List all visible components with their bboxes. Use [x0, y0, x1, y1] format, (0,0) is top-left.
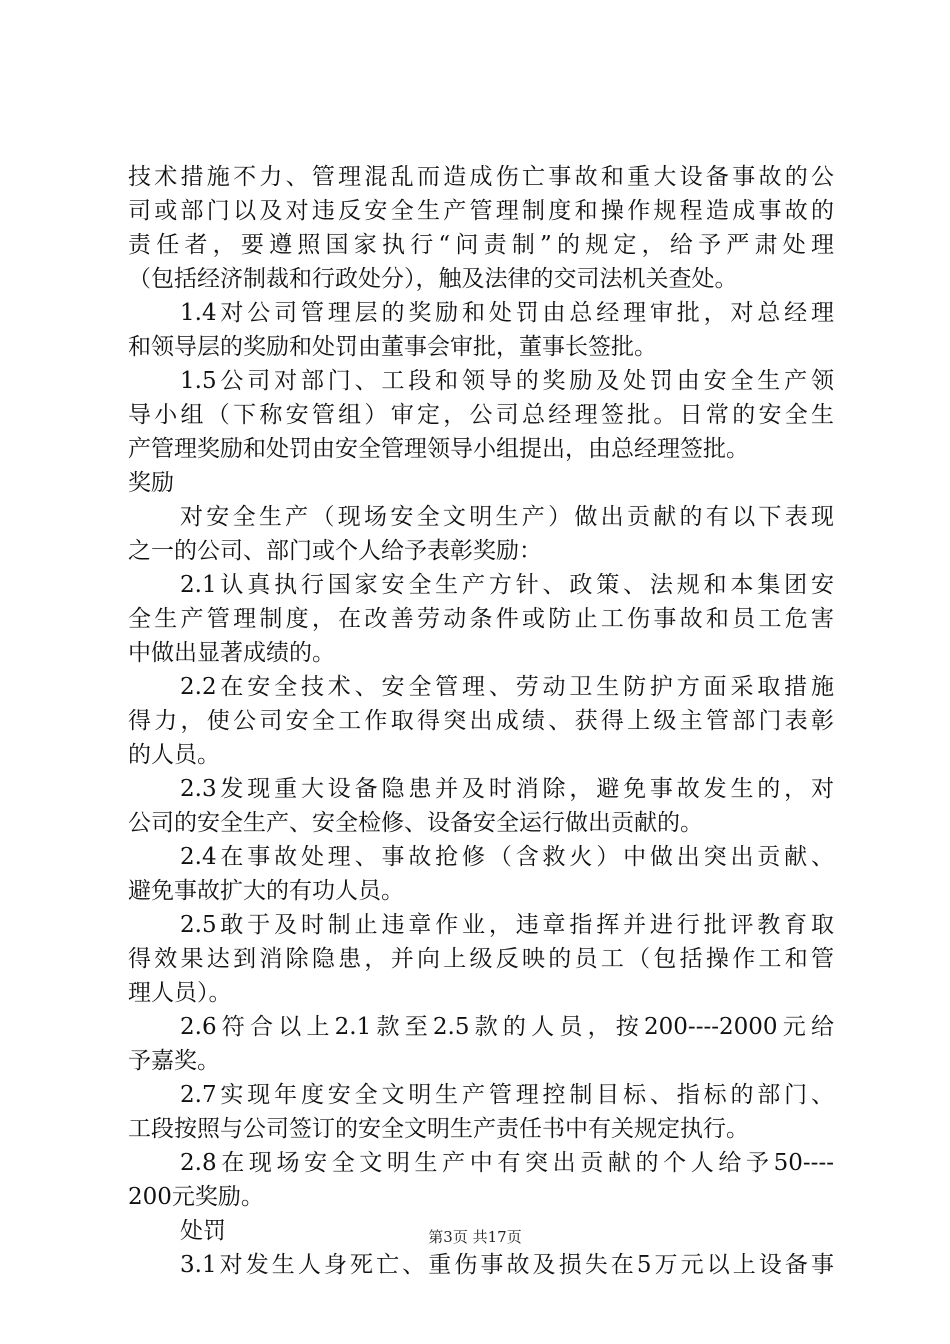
text-line: 司或部门以及对违反安全生产管理制度和操作规程造成事故的 [128, 198, 834, 224]
text-line: 3.1对发生人身死亡、重伤事故及损失在5万元以上设备事 [180, 1252, 834, 1278]
text-line: 奖励 [128, 470, 174, 496]
text-line: 理人员）。 [128, 980, 232, 1006]
document-body [128, 160, 834, 1282]
text-line: 全生产管理制度，在改善劳动条件或防止工伤事故和员工危害 [128, 606, 834, 632]
text-line: 2.2在安全技术、安全管理、劳动卫生防护方面采取措施 [180, 674, 834, 700]
text-line: 予嘉奖。 [128, 1048, 220, 1074]
text-line: 中做出显著成绩的。 [128, 640, 335, 666]
text-line: 公司的安全生产、安全检修、设备安全运行做出贡献的。 [128, 810, 703, 836]
text-line: 2.1认真执行国家安全生产方针、政策、法规和本集团安 [180, 572, 834, 598]
text-line: （包括经济制裁和行政处分），触及法律的交司法机关查处。 [128, 266, 738, 292]
text-line: 2.8在现场安全文明生产中有突出贡献的个人给予50---- [180, 1150, 834, 1176]
text-line: 和领导层的奖励和处罚由董事会审批，董事长签批。 [128, 334, 657, 360]
text-line: 处罚 [180, 1218, 226, 1244]
text-line: 之一的公司、部门或个人给予表彰奖励： [128, 538, 542, 564]
text-line: 导小组（下称安管组）审定，公司总经理签批。日常的安全生 [128, 402, 834, 428]
text-line: 对安全生产（现场安全文明生产）做出贡献的有以下表现 [180, 504, 834, 530]
text-line: 1.4对公司管理层的奖励和处罚由总经理审批，对总经理 [180, 300, 834, 326]
text-line: 避免事故扩大的有功人员。 [128, 878, 404, 904]
text-line: 得效果达到消除隐患，并向上级反映的员工（包括操作工和管 [128, 946, 834, 972]
text-line: 2.4在事故处理、事故抢修（含救火）中做出突出贡献、 [180, 844, 834, 870]
text-line: 责任者，要遵照国家执行“问责制”的规定，给予严肃处理 [128, 232, 834, 258]
page-footer [0, 1226, 950, 1247]
text-line: 2.5敢于及时制止违章作业，违章指挥并进行批评教育取 [180, 912, 834, 938]
text-line: 得力，使公司安全工作取得突出成绩、获得上级主管部门表彰 [128, 708, 834, 734]
text-line: 2.7实现年度安全文明生产管理控制目标、指标的部门、 [180, 1082, 834, 1108]
page-number-label: 第3页 共17页 [428, 1228, 522, 1246]
text-line: 工段按照与公司签订的安全文明生产责任书中有关规定执行。 [128, 1116, 749, 1142]
text-line: 产管理奖励和处罚由安全管理领导小组提出，由总经理签批。 [128, 436, 749, 462]
text-line: 1.5公司对部门、工段和领导的奖励及处罚由安全生产领 [180, 368, 834, 394]
text-line: 2.6符合以上2.1款至2.5款的人员，按200----2000元给 [180, 1014, 834, 1040]
text-line: 200元奖励。 [128, 1184, 264, 1210]
text-line: 2.3发现重大设备隐患并及时消除，避免事故发生的，对 [180, 776, 834, 802]
text-line: 技术措施不力、管理混乱而造成伤亡事故和重大设备事故的公 [128, 164, 834, 190]
text-line: 的人员。 [128, 742, 220, 768]
